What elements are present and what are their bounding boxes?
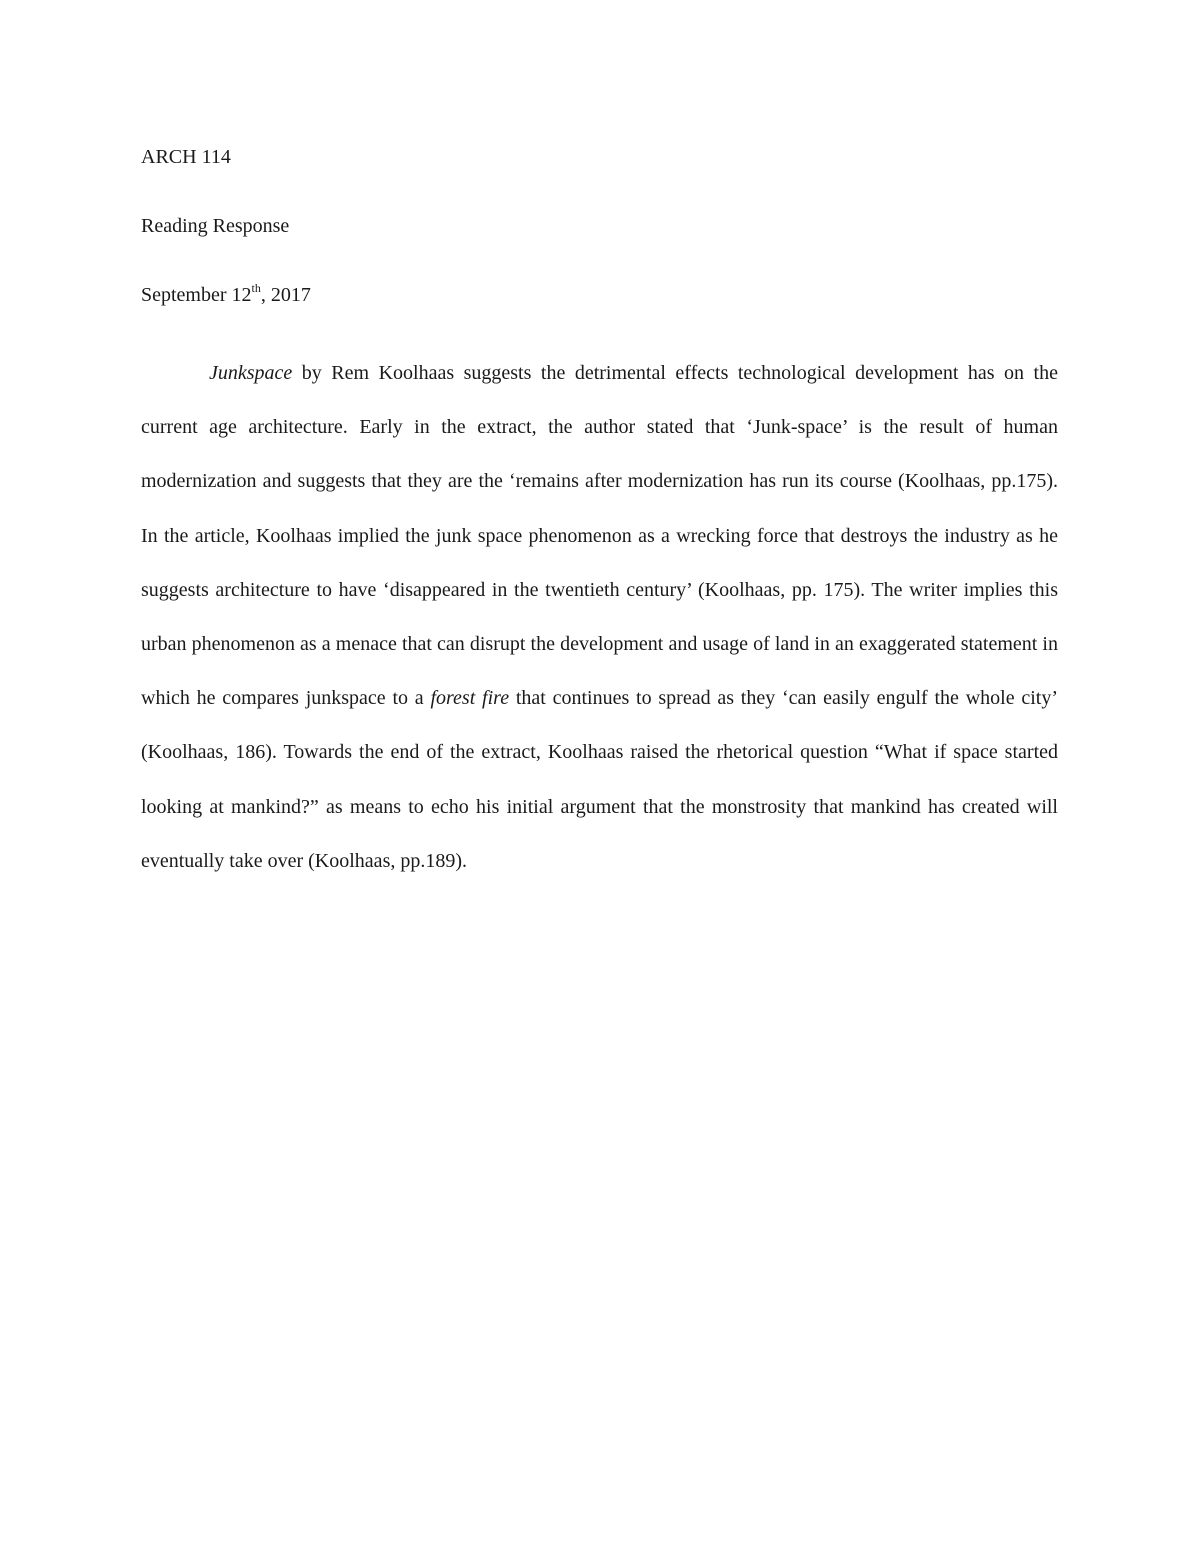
response-paragraph — [141, 346, 1058, 888]
paragraph-text-part1: by Rem Koolhaas suggests the detrimental effects technological development has on the current age architecture. Early in the extract, the author stated that ‘Junk-space’ is the result of human modernization and suggests that they are the ‘remains after modernization has run its course (Koolhaas, pp.175). In the article, Koolhaas implied the junk space phenomenon as a wrecking force that destroys the industry as he suggests architecture to have ‘disappeared in the twentieth century’ (Koolhaas, pp. 175). The writer implies this urban phenomenon as a menace that can disrupt the development and usage of land in an exaggerated statement in which he compares junkspace to a — [141, 362, 1058, 710]
date-year: , 2017 — [260, 284, 311, 306]
date-month-day: September 12 — [141, 284, 252, 306]
document-date — [141, 283, 311, 307]
date-ordinal-suffix: th — [251, 281, 261, 296]
forest-fire-phrase: forest fire — [430, 687, 510, 710]
junkspace-title: Junkspace — [209, 362, 293, 384]
paragraph-text-part2: that continues to spread as they ‘can easily engulf the whole city’ (Koolhaas, 186). Towards the end of the extract, Koolhaas raised the rhetorical question “What if space started looking at mankind?” as means to echo his initial argument that the monstrosity that mankind has created will eventually take over (Koolhaas, pp.189). — [141, 687, 1058, 872]
course-code: ARCH 114 — [141, 146, 231, 168]
document-type: Reading Response — [141, 215, 290, 237]
